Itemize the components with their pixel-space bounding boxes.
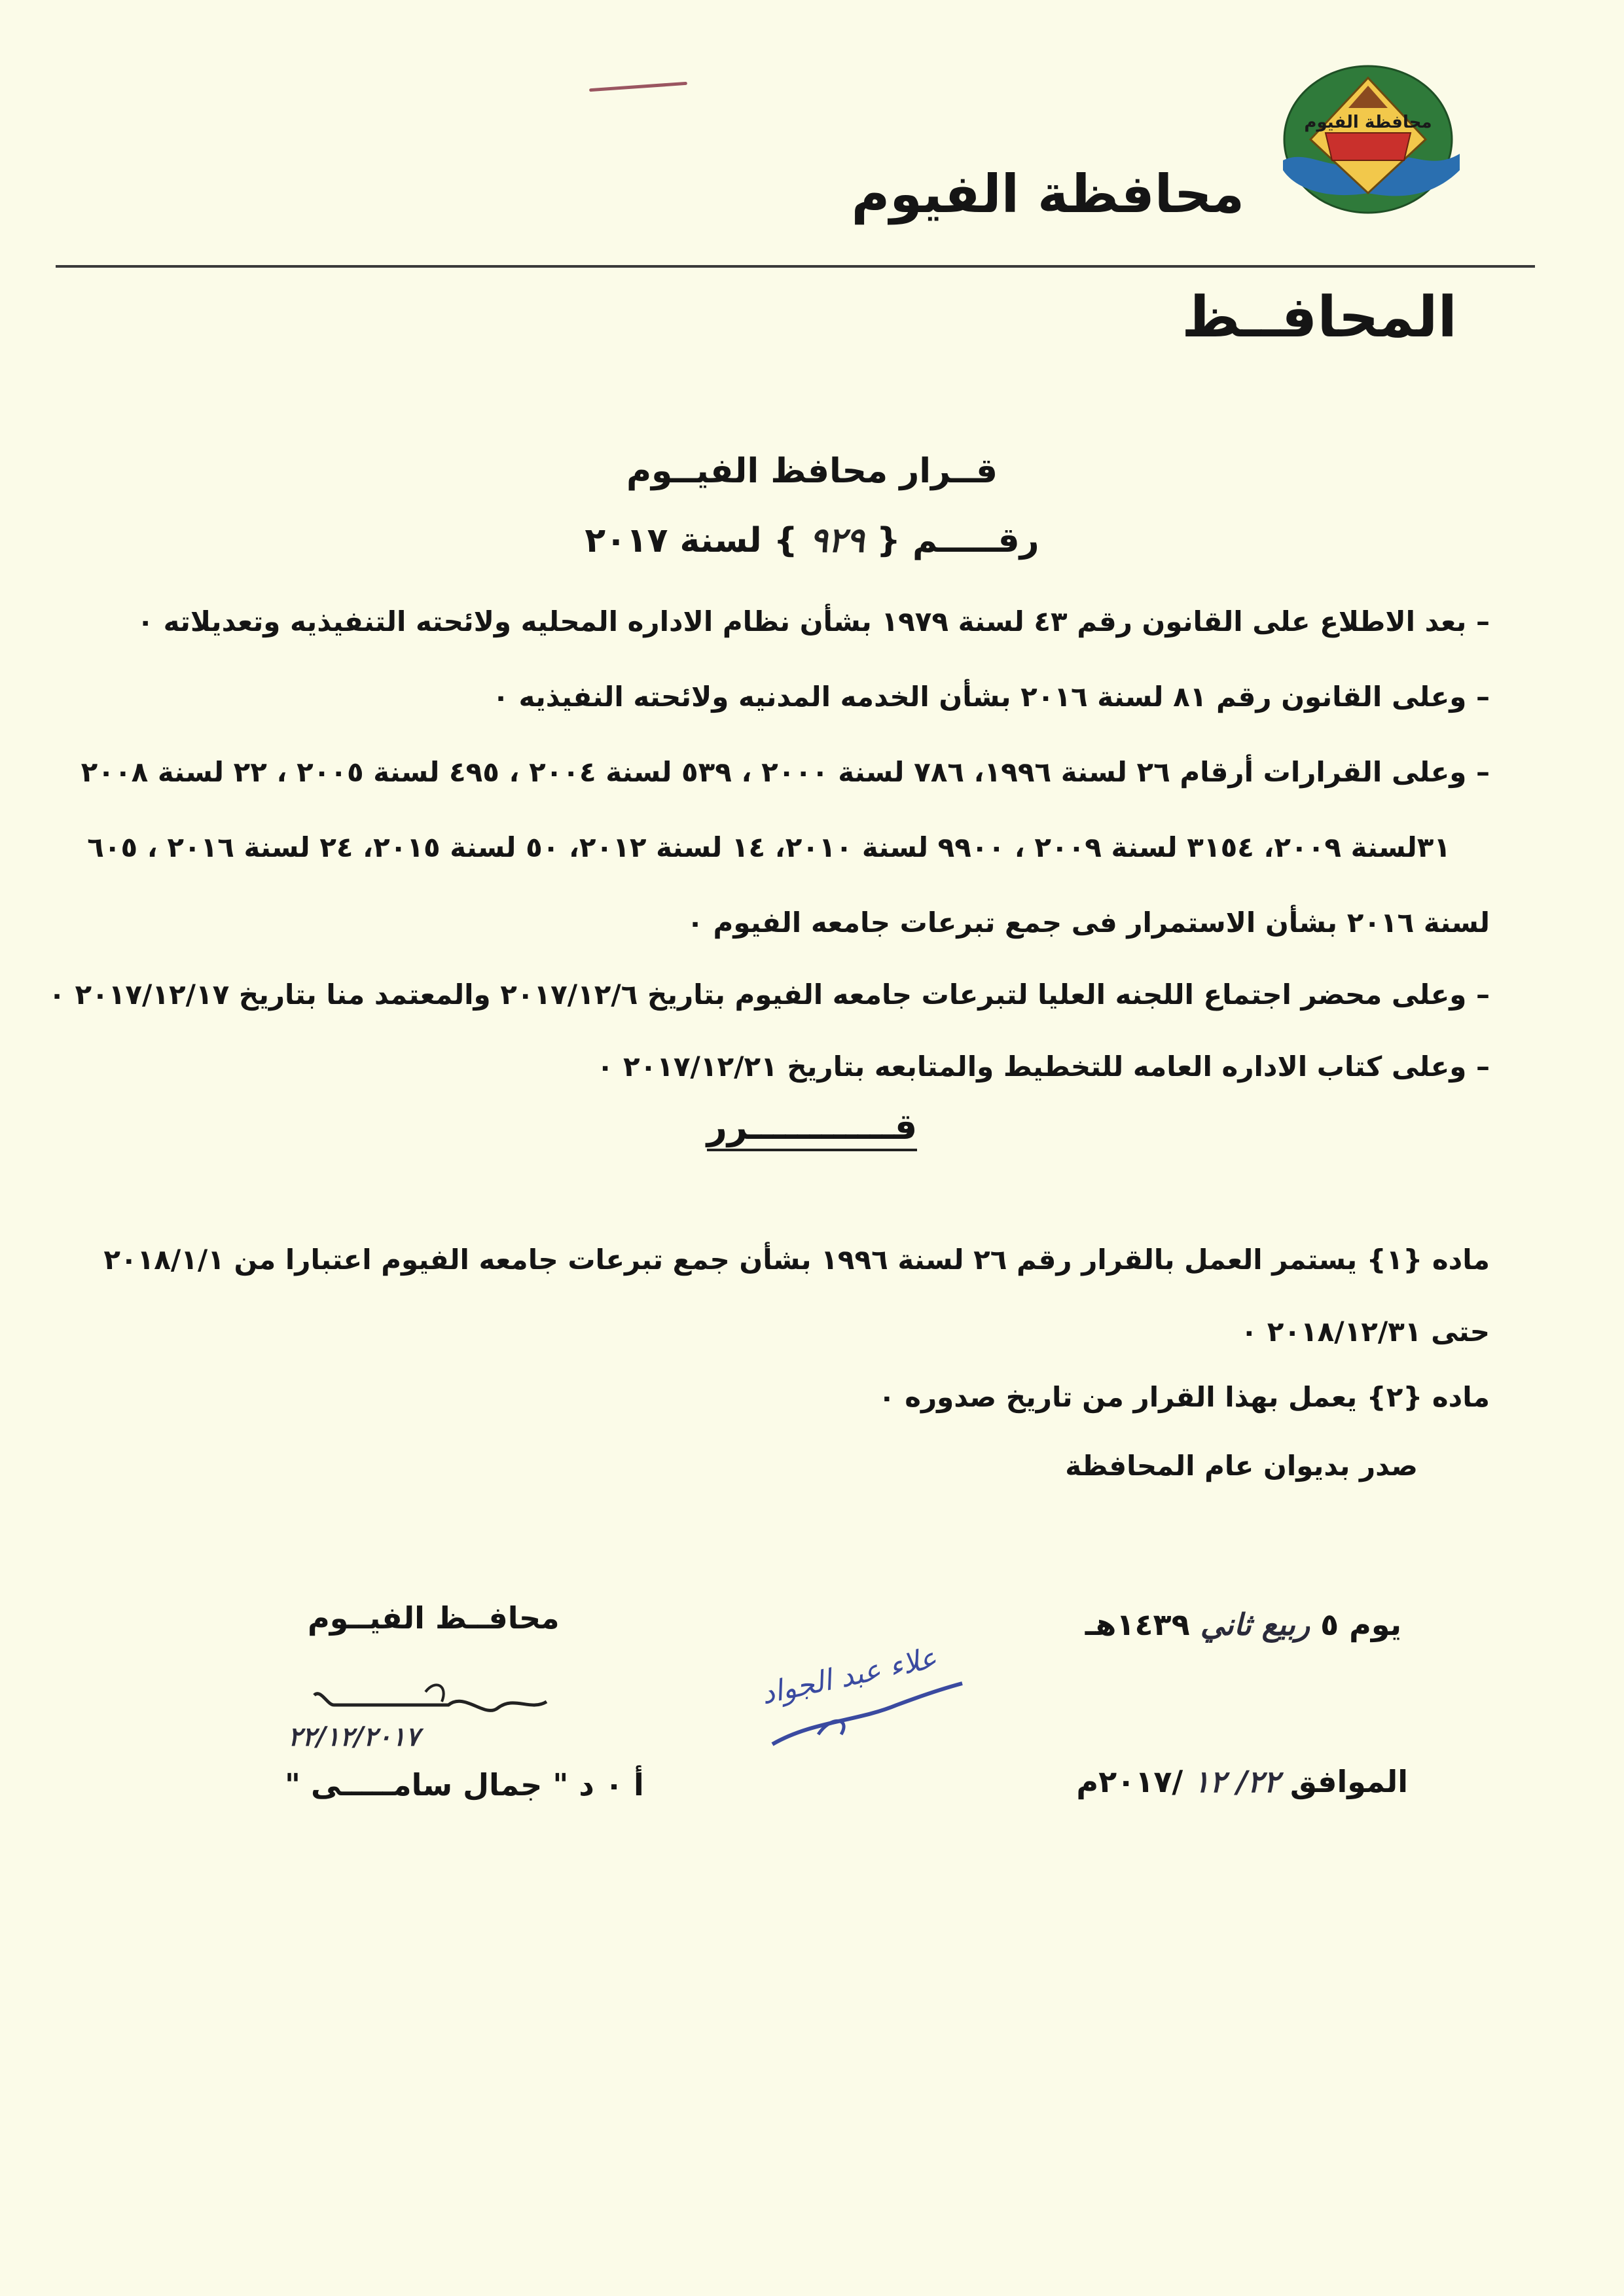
hijri-date (1085, 1607, 1401, 1642)
decree-number-line (0, 520, 1624, 560)
governor-name: أ ٠ د " جمال سامـــــى " (285, 1767, 644, 1803)
decree-number-label: رقـــــم (912, 521, 1039, 560)
signature-date: ٢٢/١٢/٢٠١٧ (288, 1721, 420, 1752)
article-line: ماده {١} يستمر العمل بالقرار رقم ٢٦ لسنة ١٩٩٦ بشأن جمع تبرعات جامعه الفيوم اعتبارا من ٢٠١٨/١/١ (103, 1244, 1490, 1276)
issued-at: صدر بديوان عام المحافظة (1065, 1450, 1418, 1482)
decree-title: قــرار محافظ الفيــوم (626, 452, 998, 491)
preamble-line: – وعلى القرارات أرقام ٢٦ لسنة ١٩٩٦، ٧٨٦ لسنة ٢٠٠٠ ، ٥٣٩ لسنة ٢٠٠٤ ، ٤٩٥ لسنة ٢٠٠٥ ، ٢٢ لسنة ٢٠٠٨ (81, 756, 1490, 788)
decree-number: ٩٢٩ (809, 520, 865, 560)
article-line: حتى ٢٠١٨/١٢/٣١ ٠ (1240, 1316, 1490, 1348)
gregorian-label: الموافق (1290, 1764, 1408, 1799)
decision-heading-text: قــــــــــــرر (707, 1106, 918, 1151)
preamble-line: – وعلى محضر اجتماع اللجنه العليا لتبرعات جامعه الفيوم بتاريخ ٢٠١٧/١٢/٦ والمعتمد منا بتاريخ ٢٠١٧/١٢/١٧ ٠ (48, 978, 1490, 1011)
logo-text: محافظة الفيوم (1304, 113, 1432, 132)
governorate-name: محافظة الفيوم (851, 164, 1244, 224)
handwritten-stamp (727, 1623, 975, 1767)
gregorian-date (1076, 1764, 1408, 1799)
decision-heading (0, 1106, 1624, 1151)
top-mark (589, 82, 687, 92)
stamp-handwriting: علاء عبد الجواد (758, 1641, 940, 1712)
governorate-logo (1270, 62, 1466, 226)
office-title: المحافــظ (1182, 285, 1457, 350)
gregorian-year: /٢٠١٧م (1076, 1764, 1183, 1799)
preamble-line: ٣١لسنة ٢٠٠٩، ٣١٥٤ لسنة ٢٠٠٩ ، ٩٩٠٠ لسنة ٢٠١٠، ١٤ لسنة ٢٠١٢، ٥٠ لسنة ٢٠١٥، ٢٤ لسنة ٢٠١٦ ، ٦٠٥ (87, 831, 1451, 863)
preamble-line: – وعلى كتاب الاداره العامه للتخطيط والمتابعه بتاريخ ٢٠١٧/١٢/٢١ ٠ (596, 1050, 1490, 1083)
hijri-year: ١٤٣٩هـ (1085, 1607, 1190, 1642)
header-divider (56, 265, 1535, 268)
hijri-prefix: يوم ٥ (1320, 1607, 1401, 1642)
preamble-line: – وعلى القانون رقم ٨١ لسنة ٢٠١٦ بشأن الخدمه المدنيه ولائحته النفيذيه ٠ (492, 681, 1490, 713)
gregorian-handwritten: ٢٢/ ١٢ (1193, 1764, 1280, 1799)
governor-title: محافــظ الفيــوم (308, 1600, 560, 1636)
article-line: ماده {٢} يعمل بهذا القرار من تاريخ صدوره ٠ (878, 1381, 1490, 1413)
decree-year: لسنة ٢٠١٧ (585, 521, 762, 560)
preamble-line: – بعد الاطلاع على القانون رقم ٤٣ لسنة ١٩٧٩ بشأن نظام الاداره المحليه ولائحته التنفيذيه وتعديلاته ٠ (137, 605, 1490, 637)
preamble-line: لسنة ٢٠١٦ بشأن الاستمرار فى جمع تبرعات جامعه الفيوم ٠ (687, 906, 1490, 939)
decree-number-close: } (773, 521, 798, 560)
hijri-month: ربيع ثاني (1200, 1607, 1310, 1642)
decree-number-open: { (876, 521, 901, 560)
